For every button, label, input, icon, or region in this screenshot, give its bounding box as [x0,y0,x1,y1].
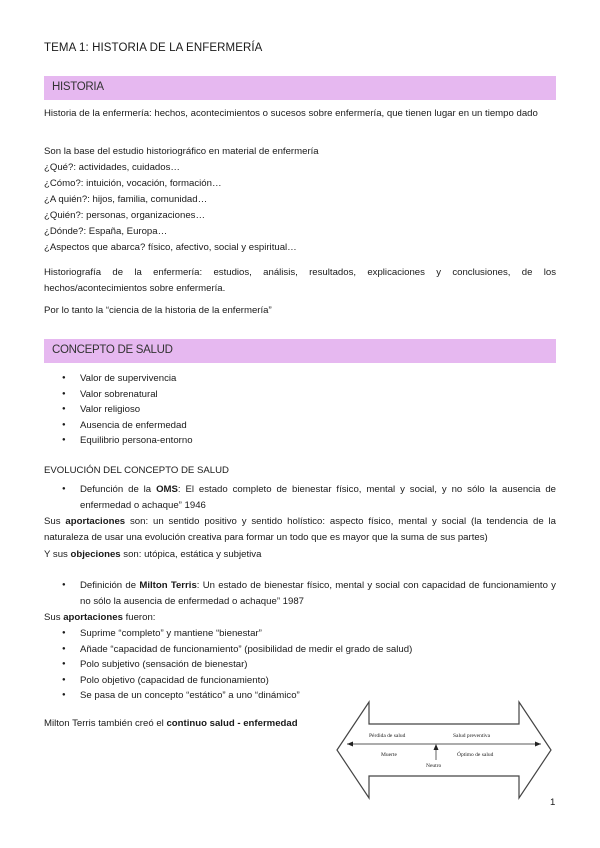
historia-paragraph-1: Historia de la enfermería: hechos, acontecimientos o sucesos sobre enfermería, que tienen lugar en un tiempo dado [44,108,538,119]
label-salud-preventiva: Salud preventiva [453,733,491,739]
aportaciones-prefix: Sus [44,516,66,527]
historia-line-5: ¿Quién?: personas, organizaciones… [44,210,206,221]
document-title: TEMA 1: HISTORIA DE LA ENFERMERÍA [44,42,263,54]
historia-line-3: ¿Cómo?: intuición, vocación, formación… [44,178,222,189]
page-number: 1 [550,797,556,808]
aportaciones-text: son: un sentido positivo y sentido holístico: aspecto físico, mental y social (la tendencia de la naturaleza de usar una evolución creativa para formar un todo que es mayor que la suma de sus partes) [44,516,556,543]
aportaciones-terris-line [44,612,155,623]
section-historia-header [44,76,556,100]
oms-prefix: Defunción de la [80,484,157,495]
objeciones-line [44,549,261,560]
terris-text: : Un estado de bienestar físico, mental y social con capacidad de funcionamiento y no sólo la ausencia de enfermedad o achaque” 1987 [80,580,556,607]
aportaciones2-prefix: Sus [44,612,64,623]
label-optimo-salud: Óptimo de salud [457,752,494,758]
evolucion-heading: EVOLUCIÓN DEL CONCEPTO DE SALUD [44,465,229,476]
list-item: ● Se pasa de un concepto “estático” a uno “dinámico” [44,688,556,704]
list-item: ● Polo objetivo (capacidad de funcionamiento) [44,673,556,689]
list-item: ● Valor sobrenatural [44,387,556,403]
list-item: ● Ausencia de enfermedad [44,418,556,434]
list-item: ● Valor de supervivencia [44,371,556,387]
aportaciones-oms [44,514,556,545]
continuo-bold: continuo salud - enfermedad [166,718,298,729]
aportaciones2-bold: aportaciones [63,612,123,623]
list-item: ● Polo subjetivo (sensación de bienestar) [44,657,556,673]
objeciones-prefix: Y sus [44,549,71,560]
historia-paragraph-3: Por lo tanto la “ciencia de la historia de la enfermería” [44,305,272,316]
oms-text: : El estado completo de bienestar físico, mental y social, y no sólo la ausencia de enfermedad o achaque” 1946 [80,484,557,511]
objeciones-bold: objeciones [70,549,121,560]
label-perdida-salud: Pérdida de salud [369,733,406,739]
terris-definition [44,578,556,609]
aportaciones2-text: fueron: [122,612,156,623]
historia-line-6: ¿Dónde?: España, Europa… [44,226,168,237]
terris-bullet-list [44,578,556,609]
concepto-bullet-list [44,371,556,449]
oms-definition [44,482,556,513]
section-historia-title: HISTORIA [52,81,104,93]
aportaciones-bold: aportaciones [65,516,126,527]
terris-prefix: Definición de [80,580,140,591]
list-item: ● Valor religioso [44,402,556,418]
terris-bold: Milton Terris [139,580,197,591]
label-neutro: Neutro [426,763,442,769]
double-arrow-shape [337,702,551,798]
historia-line-2: ¿Qué?: actividades, cuidados… [44,162,180,173]
continuo-salud-enfermedad-diagram [335,700,553,800]
oms-bullet-list [44,482,556,513]
oms-bold: OMS [156,484,178,495]
list-item: ● Equilibrio persona-entorno [44,433,556,449]
list-item: ● Suprime “completo” y mantiene “bienestar” [44,626,556,642]
list-item: ● Añade “capacidad de funcionamiento” (posibilidad de medir el grado de salud) [44,642,556,658]
historia-paragraph-2: Historiografía de la enfermería: estudios, análisis, resultados, explicaciones y conclusiones, de los hechos/acontecimientos sobre enfermería. [44,267,556,294]
section-concepto-header [44,339,556,363]
objeciones-text: son: utópica, estática y subjetiva [120,549,262,560]
continuo-prefix: Milton Terris también creó el [44,718,167,729]
historia-line-4: ¿A quién?: hijos, familia, comunidad… [44,194,208,205]
aportaciones-terris-list [44,626,556,704]
continuo-line [44,718,298,729]
historia-line-7: ¿Aspectos que abarca? físico, afectivo, social y espiritual… [44,242,297,253]
label-muerte: Muerte [381,752,397,758]
section-concepto-title: CONCEPTO DE SALUD [52,344,173,356]
historia-line-1: Son la base del estudio historiográfico en material de enfermería [44,146,319,157]
